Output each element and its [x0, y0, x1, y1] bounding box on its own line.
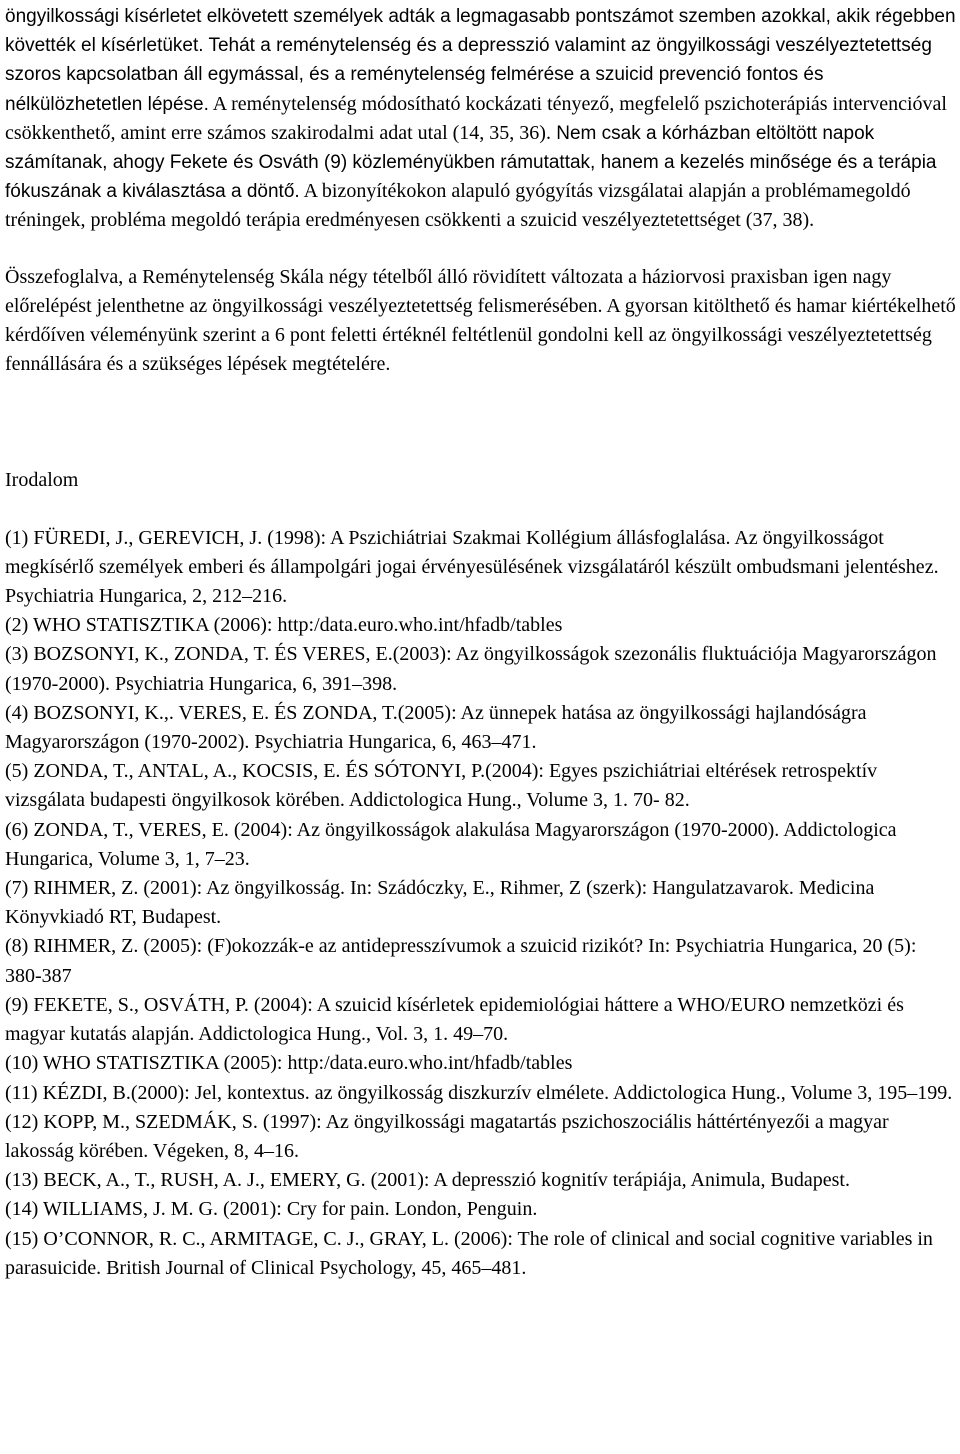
reference-item: (6) ZONDA, T., VERES, E. (2004): Az öngyilkosságok alakulása Magyarországon (1970-2000). Addictologica Hungarica, Volume 3, 1, 7–23.: [5, 818, 897, 870]
reference-item: (12) KOPP, M., SZEDMÁK, S. (1997): Az öngyilkossági magatartás pszichoszociális háttértényezői a magyar lakosság körében. Végeken, 8, 4–16.: [5, 1110, 889, 1162]
paragraph-1-serif-run-2: A bizonyítékokon alapuló gyógyítás vizsgálatai alapján a problémamegoldó tréningek, probléma megoldó terápia eredményesen csökkenti a szuicid veszélyeztetettséget (37, 38).: [5, 180, 911, 232]
reference-item: (13) BECK, A., T., RUSH, A. J., EMERY, G. (2001): A depresszió kognitív terápiája, Animula, Budapest.: [5, 1169, 850, 1192]
reference-item: (4) BOZSONYI, K.,. VERES, E. ÉS ZONDA, T.(2005): Az ünnepek hatása az öngyilkossági hajlandóságra Magyarországon (1970-2002). Psychiatria Hungarica, 6, 463–471.: [5, 701, 867, 754]
paragraph-1-sans-run-1: öngyilkossági kísérletet elkövetett személyek adták a legmagasabb pontszámot szemben azokkal, akik régebben követték el kísérletüket. Tehát a reménytelenség és a depresszió valamint az öngyilkossági veszélyeztetettség szoros kapcsolatban áll egymással, és a reménytelenség felmérése a szuicid prevenció fontos és nélkülözhetetlen lépése.: [5, 6, 956, 115]
references-heading: Irodalom: [5, 469, 79, 492]
reference-item: (3) BOZSONYI, K., ZONDA, T. ÉS VERES, E.(2003): Az öngyilkosságok szezonális fluktuációja Magyarországon (1970-2000). Psychiatria Hungarica, 6, 391–398.: [5, 643, 937, 695]
paragraph-1-serif-run-1: A reménytelenség módosítható kockázati tényező, megfelelő pszichoterápiás intervencióval csökkenthető, amint erre számos szakirodalmi adat utal (14, 35, 36).: [5, 92, 947, 144]
body-paragraph-2: Összefoglalva, a Reménytelenség Skála négy tételből álló rövidített változata a háziorvosi praxisban igen nagy előrelépést jelenthetne az öngyilkossági veszélyeztetettség felismerésében. A gyorsan kitölthető és hamar kiértékelhető kérdőíven véleményünk szerint a 6 pont feletti értéknél feltétlenül gondolni kell az öngyilkossági veszélyeztetettség fennállására és a szükséges lépések megtételére.: [5, 265, 956, 376]
reference-item: (1) FÜREDI, J., GEREVICH, J. (1998): A Pszichiátriai Szakmai Kollégium állásfoglalása. Az öngyilkosságot megkísérlő személyek emberi és állampolgári jogai érvényesülésének vizsgálatáról készült ombudsmani jelentéshez. Psychiatria Hungarica, 2, 212–216.: [5, 526, 939, 608]
reference-item: (11) KÉZDI, B.(2000): Jel, kontextus. az öngyilkosság diszkurzív elmélete. Addictologica Hung., Volume 3, 195–199.: [5, 1081, 953, 1104]
reference-list: [5, 524, 956, 1283]
reference-item: (9) FEKETE, S., OSVÁTH, P. (2004): A szuicid kísérletek epidemiológiai háttere a WHO/EURO nemzetközi és magyar kutatás alapján. Addictologica Hung., Vol. 3, 1. 49–70.: [5, 993, 904, 1046]
reference-item: (10) WHO STATISZTIKA (2005): http:/data.euro.who.int/hfadb/tables: [5, 1052, 573, 1075]
paragraph-1-sans-run-2: Nem csak a kórházban eltöltött napok számítanak, ahogy Fekete és Osváth (9) közleményükben rámutattak, hanem a kezelés minősége és a terápia fókuszának a kiválasztása a döntő.: [5, 122, 937, 203]
reference-item: (7) RIHMER, Z. (2001): Az öngyilkosság. In: Szádóczky, E., Rihmer, Z (szerk): Hangulatzavarok. Medicina Könyvkiadó RT, Budapest.: [5, 877, 875, 929]
reference-item: (2) WHO STATISZTIKA (2006): http:/data.euro.who.int/hfadb/tables: [5, 614, 563, 637]
body-paragraph-1: [5, 2, 956, 236]
reference-item: (15) O’CONNOR, R. C., ARMITAGE, C. J., GRAY, L. (2006): The role of clinical and social cognitive variables in parasuicide. British Journal of Clinical Psychology, 45, 465–481.: [5, 1227, 933, 1279]
reference-item: (8) RIHMER, Z. (2005): (F)okozzák-e az antidepresszívumok a szuicid rizikót? In: Psychiatria Hungarica, 20 (5): 380-387: [5, 935, 917, 987]
reference-item: (5) ZONDA, T., ANTAL, A., KOCSIS, E. ÉS SÓTONYI, P.(2004): Egyes pszichiátriai eltérések retrospektív vizsgálata budapesti öngyilkosok körében. Addictologica Hung., Volume 3, 1. 70- 82.: [5, 760, 878, 812]
reference-item: (14) WILLIAMS, J. M. G. (2001): Cry for pain. London, Penguin.: [5, 1198, 538, 1221]
